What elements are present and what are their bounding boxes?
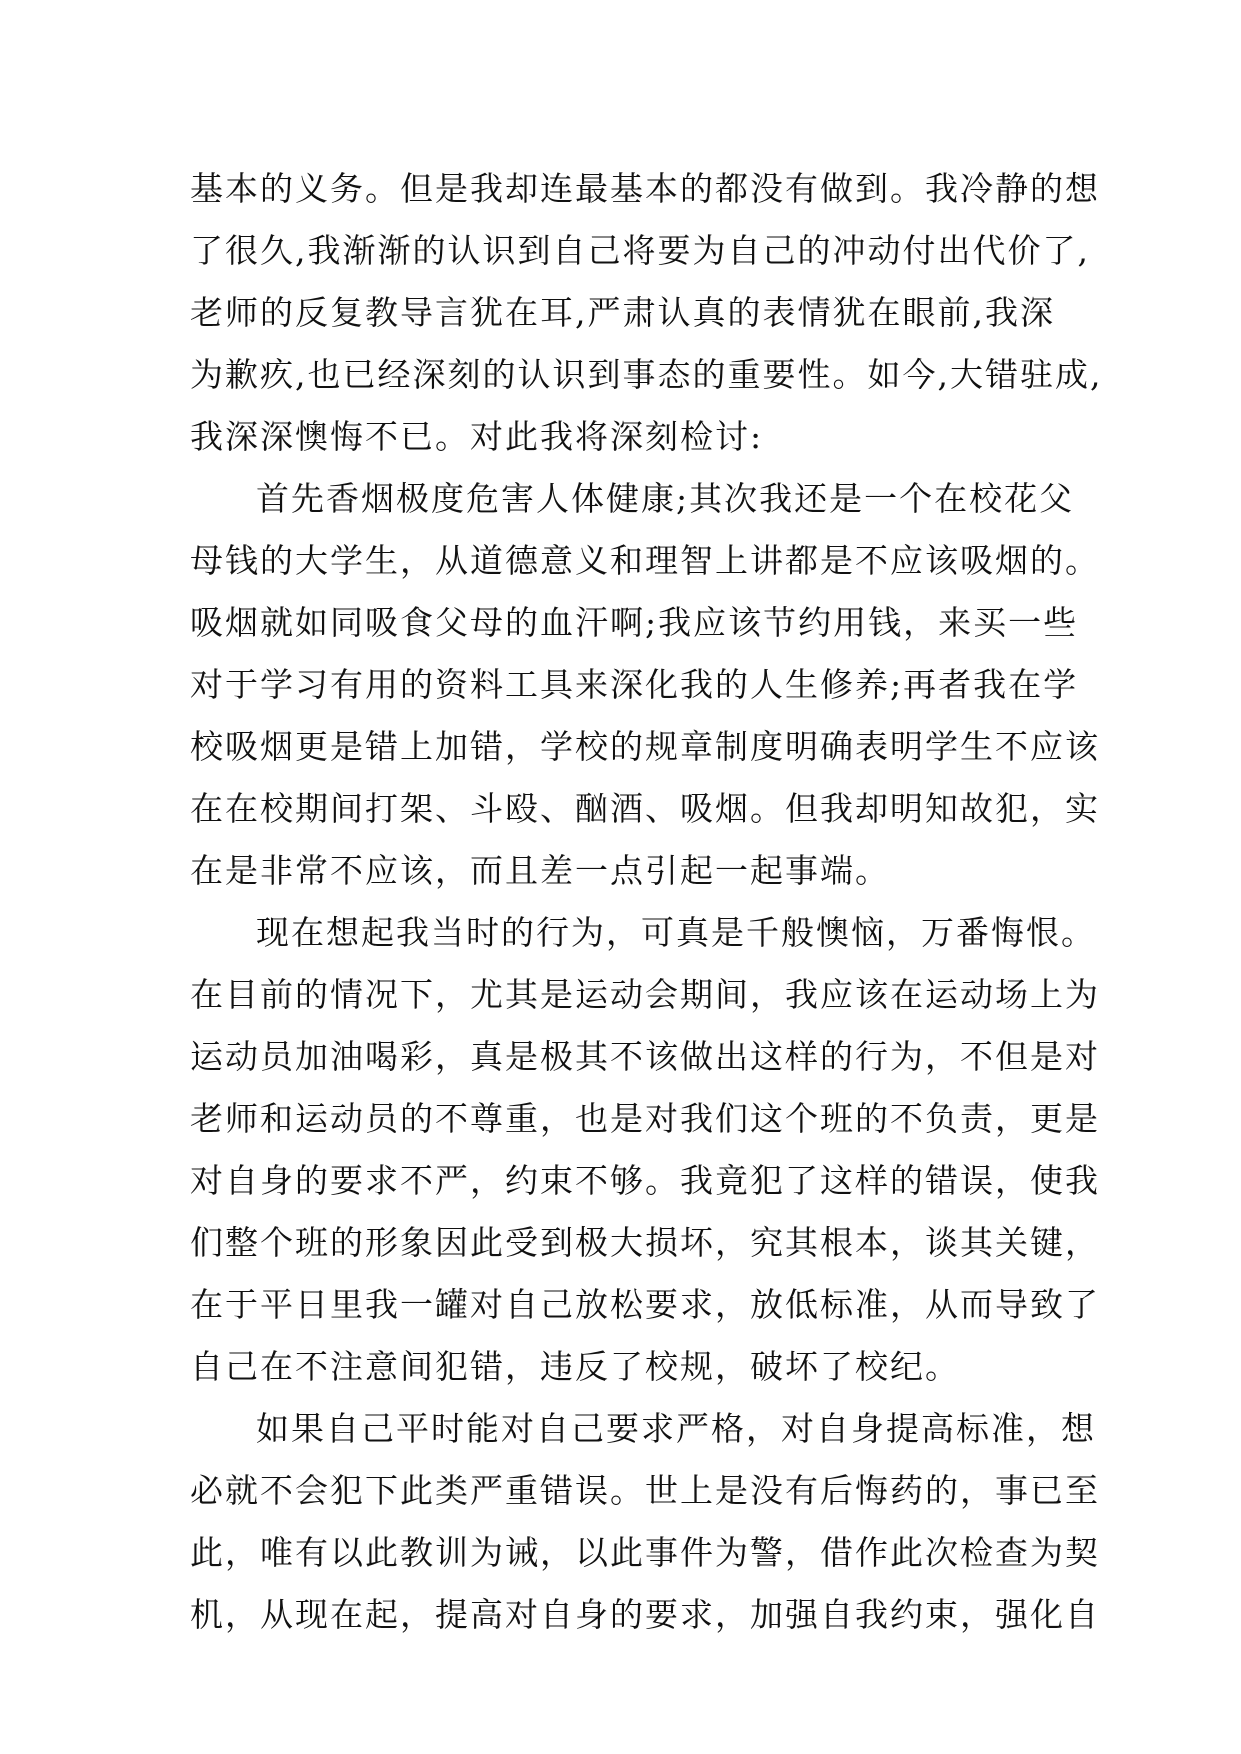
text-line: 吸烟就如同吸食父母的血汗啊;我应该节约用钱，来买一些 [190,603,1079,642]
text-line: 们整个班的形象因此受到极大损坏，究其根本，谈其关键， [190,1223,1100,1262]
text-line: 在目前的情况下，尤其是运动会期间，我应该在运动场上为 [190,975,1100,1014]
text-line: 在在校期间打架、斗殴、酗酒、吸烟。但我却明知故犯，实 [190,789,1100,828]
document-body [190,158,1103,1646]
paragraph-first-line: 首先香烟极度危害人体健康;其次我还是一个在校花父 [256,479,1075,518]
text-line: 为歉疚,也已经深刻的认识到事态的重要性。如今,大错驻成, [190,355,1103,394]
text-line: 了很久,我渐渐的认识到自己将要为自己的冲动付出代价了, [190,231,1090,270]
text-line: 对于学习有用的资料工具来深化我的人生修养;再者我在学 [190,665,1079,704]
text-line: 在于平日里我一罐对自己放松要求，放低标准，从而导致了 [190,1285,1100,1324]
text-line: 我深深懊悔不已。对此我将深刻检讨: [190,417,764,456]
text-line: 机，从现在起，提高对自身的要求，加强自我约束，强化自 [190,1595,1100,1634]
text-line: 校吸烟更是错上加错，学校的规章制度明确表明学生不应该 [190,727,1100,766]
text-line: 必就不会犯下此类严重错误。世上是没有后悔药的，事已至 [190,1471,1100,1510]
text-line: 此，唯有以此教训为诫，以此事件为警，借作此次检查为契 [190,1533,1100,1572]
text-line: 老师的反复教导言犹在耳,严肃认真的表情犹在眼前,我深 [190,293,1055,332]
text-line: 基本的义务。但是我却连最基本的都没有做到。我冷静的想 [190,169,1100,208]
text-line: 对自身的要求不严，约束不够。我竟犯了这样的错误，使我 [190,1161,1100,1200]
text-line: 母钱的大学生，从道德意义和理智上讲都是不应该吸烟的。 [190,541,1100,580]
paragraph-first-line: 如果自己平时能对自己要求严格，对自身提高标准，想 [256,1409,1096,1448]
text-line: 自己在不注意间犯错，违反了校规，破坏了校纪。 [190,1347,960,1386]
text-line: 在是非常不应该，而且差一点引起一起事端。 [190,851,890,890]
paragraph-first-line: 现在想起我当时的行为，可真是千般懊恼，万番悔恨。 [256,913,1096,952]
text-line: 运动员加油喝彩，真是极其不该做出这样的行为，不但是对 [190,1037,1100,1076]
text-line: 老师和运动员的不尊重，也是对我们这个班的不负责，更是 [190,1099,1100,1138]
